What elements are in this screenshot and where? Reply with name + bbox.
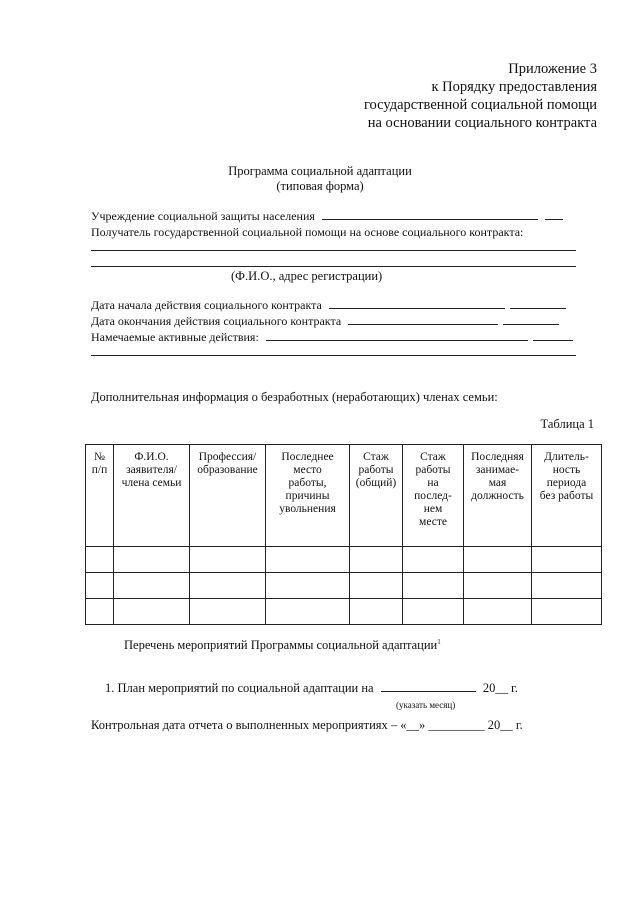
measures-title-text: Перечень мероприятий Программы социальной адаптации xyxy=(124,638,438,652)
column-header-line: месте xyxy=(419,516,447,528)
actions-row xyxy=(91,329,573,345)
table-cell[interactable] xyxy=(403,573,464,599)
actions-field-tail[interactable] xyxy=(533,329,573,341)
institution-row xyxy=(91,208,563,224)
column-header-line: ность xyxy=(552,464,581,476)
measures-title xyxy=(124,637,441,653)
table-cell[interactable] xyxy=(266,599,350,625)
column-header-line: Длитель- xyxy=(544,451,589,463)
table-cell[interactable] xyxy=(403,599,464,625)
column-header-line: Последнее xyxy=(281,451,334,463)
start-date-row xyxy=(91,297,566,313)
column-header-line: послед- xyxy=(414,490,452,502)
table-cell[interactable] xyxy=(114,547,190,573)
column-header-line: Последняя xyxy=(471,451,524,463)
column-header xyxy=(190,445,266,547)
unemployed-members-table xyxy=(85,444,602,625)
table-cell[interactable] xyxy=(350,599,403,625)
table-header-row xyxy=(86,445,602,547)
column-header-line: нем xyxy=(423,503,443,515)
column-header-line: образование xyxy=(197,464,258,476)
annex-header xyxy=(364,60,597,132)
plan-month-field[interactable] xyxy=(381,680,476,692)
table-cell[interactable] xyxy=(532,599,602,625)
column-header-line: должность xyxy=(471,490,524,502)
annex-line: на основании социального контракта xyxy=(367,115,597,131)
column-header-line: работы xyxy=(415,464,451,476)
table-cell[interactable] xyxy=(532,573,602,599)
table-cell[interactable] xyxy=(86,573,114,599)
table-cell[interactable] xyxy=(266,547,350,573)
column-header xyxy=(532,445,602,547)
table-cell[interactable] xyxy=(464,573,532,599)
column-header-line: без работы xyxy=(539,490,594,502)
recipient-caption: (Ф.И.О., адрес регистрации) xyxy=(231,269,383,283)
table-cell[interactable] xyxy=(114,573,190,599)
column-header xyxy=(403,445,464,547)
recipient-field-line-1[interactable] xyxy=(91,250,576,251)
plan-month-hint: (указать месяц) xyxy=(396,700,456,710)
annex-line: к Порядку предоставления xyxy=(431,79,597,95)
column-header-line: Стаж xyxy=(363,451,389,463)
family-info-heading: Дополнительная информация о безработных (неработающих) членах семьи: xyxy=(91,390,498,404)
table-cell[interactable] xyxy=(403,547,464,573)
end-date-field-tail[interactable] xyxy=(503,313,559,325)
title-line: Программа социальной адаптации xyxy=(228,164,412,178)
column-header-line: причины xyxy=(285,490,330,502)
plan-row xyxy=(105,680,518,696)
plan-year: 20__ г. xyxy=(482,681,518,695)
column-header-line: занимае- xyxy=(475,464,520,476)
recipient-label: Получатель государственной социальной помощи на основе социального контракта: xyxy=(91,225,524,239)
institution-label: Учреждение социальной защиты населения xyxy=(91,209,315,223)
table-cell[interactable] xyxy=(86,599,114,625)
column-header-line: Профессия/ xyxy=(198,451,257,463)
column-header-line: увольнения xyxy=(279,503,336,515)
table-row xyxy=(86,573,602,599)
annex-line: Приложение 3 xyxy=(508,61,597,77)
plan-text: 1. План мероприятий по социальной адаптации на xyxy=(105,681,374,695)
table-row xyxy=(86,547,602,573)
institution-field-tail[interactable] xyxy=(545,208,563,220)
column-header-line: Ф.И.О. xyxy=(134,451,169,463)
column-header-line: Стаж xyxy=(420,451,446,463)
end-date-label: Дата окончания действия социального контракта xyxy=(91,314,342,328)
actions-label: Намечаемые активные действия: xyxy=(91,330,259,344)
actions-field[interactable] xyxy=(266,329,528,341)
column-header xyxy=(266,445,350,547)
table-cell[interactable] xyxy=(532,547,602,573)
actions-field-line-2[interactable] xyxy=(91,355,576,356)
column-header-line: место xyxy=(293,464,322,476)
column-header-line: мая xyxy=(488,477,507,489)
end-date-row xyxy=(91,313,559,329)
column-header-line: работы xyxy=(358,464,394,476)
column-header xyxy=(350,445,403,547)
start-date-field-tail[interactable] xyxy=(510,297,566,309)
column-header-line: работы, xyxy=(288,477,327,489)
control-date-line: Контрольная дата отчета о выполненных мероприятиях – «__» _________ 20__ г. xyxy=(91,718,523,732)
table-cell[interactable] xyxy=(190,599,266,625)
table-cell[interactable] xyxy=(190,547,266,573)
table-cell[interactable] xyxy=(350,547,403,573)
end-date-field[interactable] xyxy=(348,313,498,325)
column-header-line: периода xyxy=(546,477,587,489)
start-date-field[interactable] xyxy=(329,297,505,309)
annex-line: государственной социальной помощи xyxy=(363,97,597,113)
column-header-line: п/п xyxy=(91,464,108,476)
table-row xyxy=(86,599,602,625)
footnote-mark: 1 xyxy=(437,637,441,646)
column-header-line: № xyxy=(94,451,105,463)
table-cell[interactable] xyxy=(350,573,403,599)
table-cell[interactable] xyxy=(266,573,350,599)
column-header xyxy=(86,445,114,547)
column-header xyxy=(114,445,190,547)
table-cell[interactable] xyxy=(464,547,532,573)
column-header-line: (общий) xyxy=(355,477,397,489)
column-header-line: заявителя/ xyxy=(126,464,177,476)
column-header-line: на xyxy=(427,477,439,489)
start-date-label: Дата начала действия социального контракта xyxy=(91,298,322,312)
title-subline: (типовая форма) xyxy=(276,179,364,193)
column-header xyxy=(464,445,532,547)
recipient-field-line-2[interactable] xyxy=(91,266,576,267)
table-cell[interactable] xyxy=(190,573,266,599)
document-title xyxy=(0,164,640,194)
table-cell[interactable] xyxy=(464,599,532,625)
institution-field[interactable] xyxy=(322,208,538,220)
table-cell[interactable] xyxy=(86,547,114,573)
column-header-line: члена семьи xyxy=(121,477,182,489)
table-caption: Таблица 1 xyxy=(540,417,594,431)
table-cell[interactable] xyxy=(114,599,190,625)
